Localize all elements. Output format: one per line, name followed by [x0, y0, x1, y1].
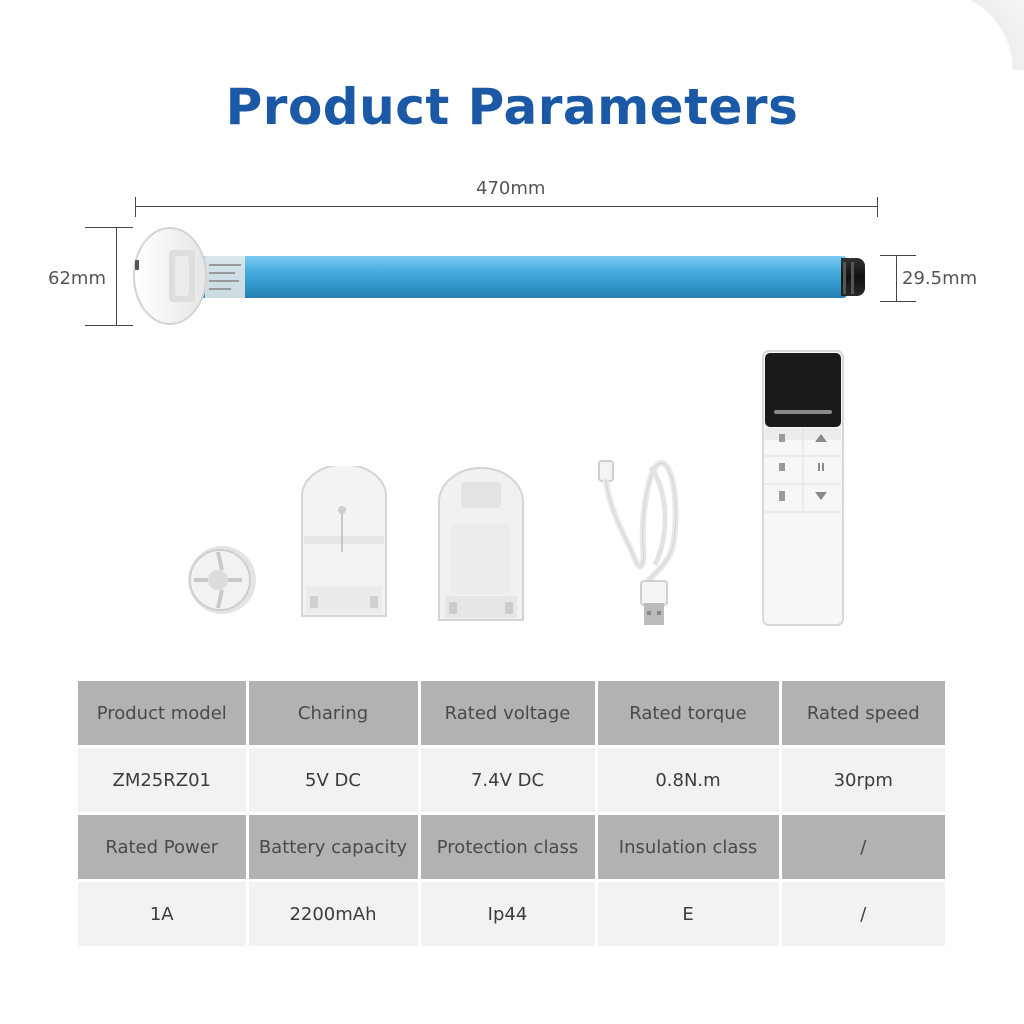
table-cell: Battery capacity	[247, 814, 419, 881]
table-cell: 30rpm	[780, 747, 945, 814]
table-row-values-1	[78, 747, 945, 814]
remote-control-image	[762, 350, 844, 626]
length-dimension-tick-right	[877, 197, 878, 217]
table-cell: Rated voltage	[419, 681, 596, 747]
table-cell: Rated Power	[78, 814, 247, 881]
wall-bracket-image	[435, 464, 527, 628]
length-dimension-tick-left	[135, 197, 136, 217]
parameters-table	[78, 681, 945, 949]
crown-adapter-image	[180, 540, 260, 620]
length-dimension-line	[135, 206, 878, 207]
table-cell: 2200mAh	[247, 881, 419, 948]
table-cell: /	[780, 814, 945, 881]
table-row-values-2	[78, 881, 945, 948]
table-cell: Protection class	[419, 814, 596, 881]
table-cell: ZM25RZ01	[78, 747, 247, 814]
head-diameter-label: 62mm	[48, 268, 106, 289]
table-cell: 5V DC	[247, 747, 419, 814]
page-title: Product Parameters	[225, 78, 799, 136]
table-cell: E	[596, 881, 780, 948]
table-cell: 0.8N.m	[596, 747, 780, 814]
tube-diameter-label: 29.5mm	[902, 268, 978, 289]
table-cell: Insulation class	[596, 814, 780, 881]
tube-dimension-line-vertical	[896, 255, 897, 302]
motor-bracket-image	[296, 466, 392, 626]
table-row-header-1	[78, 681, 945, 747]
corner-decoration	[934, 0, 1024, 70]
head-dimension-line-vertical	[116, 227, 117, 326]
table-cell: 1A	[78, 881, 247, 948]
table-cell: Product model	[78, 681, 247, 747]
tube-dimension-line-bottom	[880, 301, 916, 302]
table-cell: Rated torque	[596, 681, 780, 747]
table-cell: Rated speed	[780, 681, 945, 747]
tube-dimension-line-top	[880, 255, 916, 256]
length-dimension-label: 470mm	[476, 178, 546, 199]
table-cell: 7.4V DC	[419, 747, 596, 814]
table-cell: /	[780, 881, 945, 948]
usb-charging-cable-image	[595, 455, 690, 630]
table-cell: Charing	[247, 681, 419, 747]
table-cell: Ip44	[419, 881, 596, 948]
table-row-header-2	[78, 814, 945, 881]
tubular-motor-image	[125, 222, 885, 332]
